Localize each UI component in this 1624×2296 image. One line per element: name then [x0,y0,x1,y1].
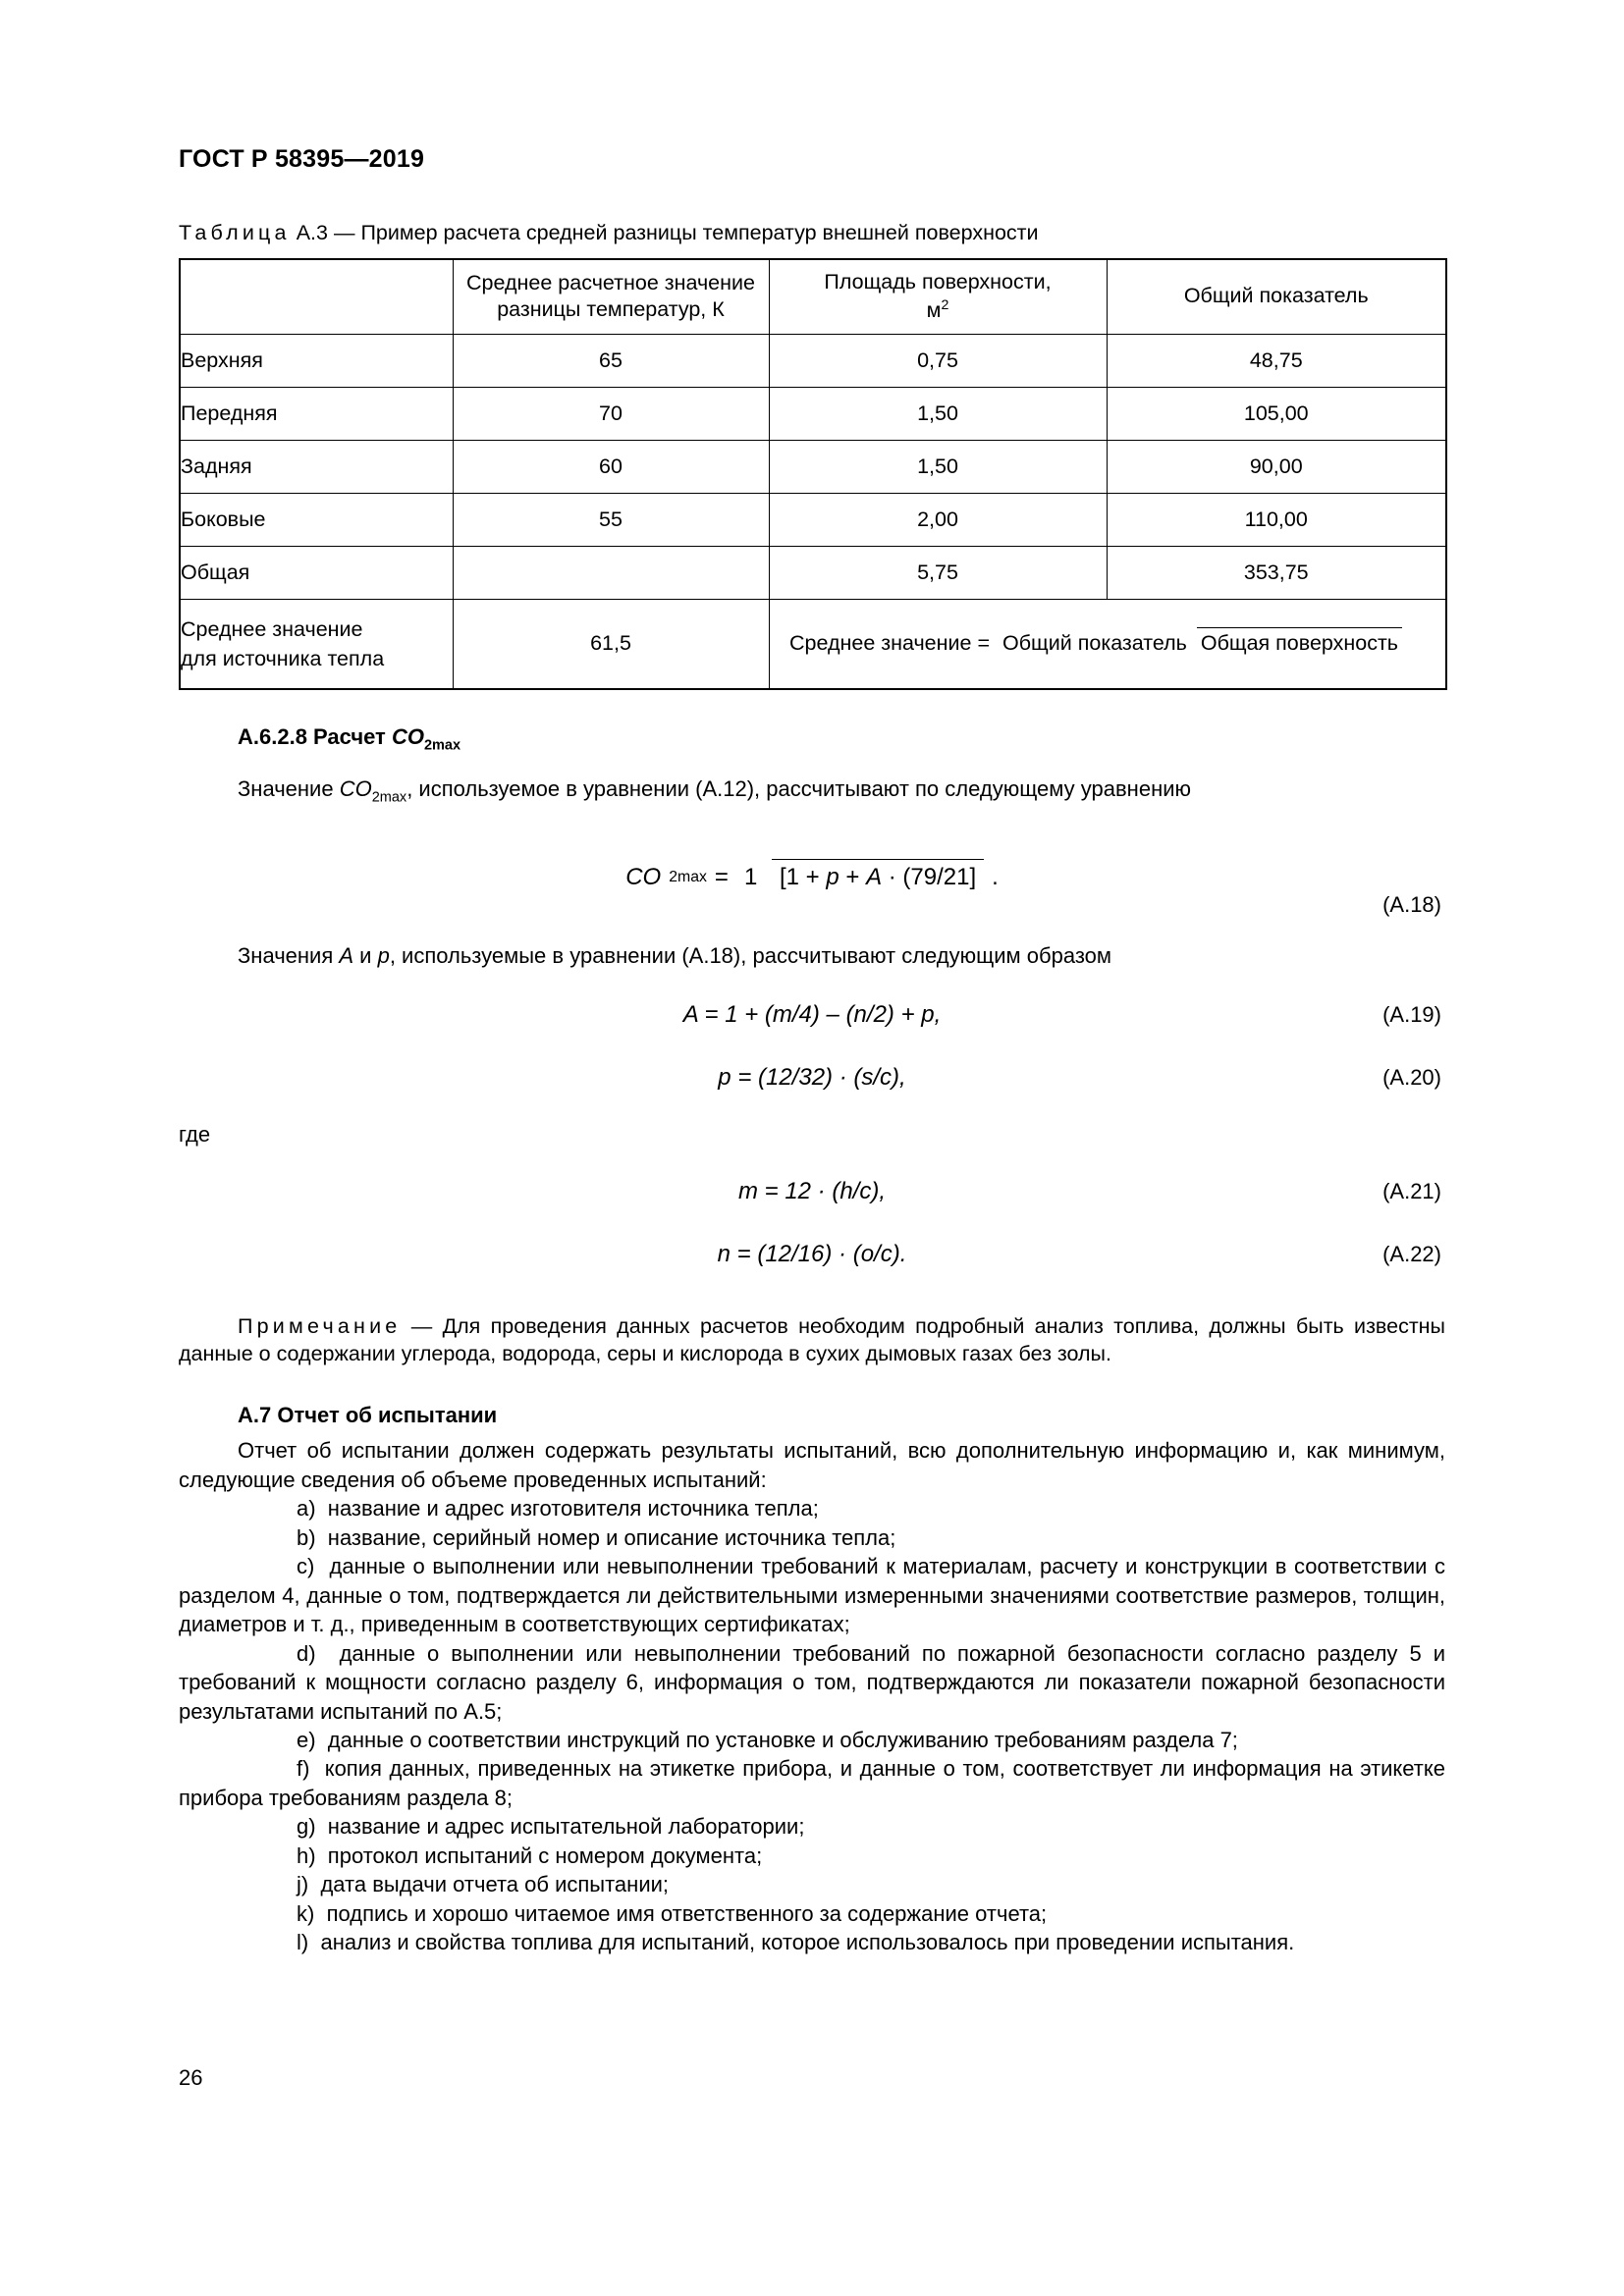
table-caption-text: Пример расчета средней разницы температур внешней поверхности [360,221,1039,244]
equation-a21-row [179,1173,1445,1210]
eq18-numerator: 1 [743,863,758,890]
section-heading-prefix: A.6.2.8 Расчет [238,724,392,749]
intro-text-part1: Значение [238,776,340,802]
row-delta-t-0: 65 [453,334,769,387]
row-label-4: Общая [180,546,453,599]
equation-a19-row [179,996,1445,1034]
table-a3 [179,258,1447,690]
equation-a18-row [179,835,1445,920]
row-label-2: Задняя [180,440,453,493]
list-item-text: протокол испытаний с номером документа; [327,1842,763,1868]
list-item-text: название и адрес испытательной лаборатории; [327,1814,805,1840]
header-area-exponent: 2 [941,296,949,313]
equation-a20: p = (12/32) · (s/c), [718,1063,906,1091]
eq18-equals: = [714,864,729,891]
eq18-den-p1: [1 + [779,863,827,890]
note-label: Примечание [238,1313,402,1338]
equation-a18 [625,864,999,892]
equation-number-a18: (A.18) [1382,892,1441,918]
row-label-3: Боковые [180,493,453,546]
list-item [179,1726,1445,1754]
paragraph-values-a-p [179,941,1445,970]
table-caption-number: А.3 [296,221,328,244]
equation-number-a22: (A.22) [1382,1241,1441,1266]
report-requirements-list [179,1494,1445,1957]
list-item [179,1523,1445,1552]
intro-variable: CO [339,776,372,802]
list-item-marker: a) [297,1496,316,1522]
list-item-text: копия данных, приведенных на этикетке прибора, и данные о том, соответствует ли информация на этикетке прибора требованиям раздела 8; [179,1756,1445,1810]
mid-text-part2: и [353,943,378,969]
row-label-0: Верхняя [180,334,453,387]
equation-a22: n = (12/16) · (o/c). [717,1240,907,1267]
intro-subscript: 2max [371,789,407,806]
list-item [179,1494,1445,1522]
page-number: 26 [179,2065,203,2090]
list-item-text: данные о соответствии инструкций по установке и обслуживанию требованиям раздела 7; [327,1727,1238,1752]
header-area-unit: м [926,297,942,322]
row-total-2: 90,00 [1107,440,1446,493]
list-item-marker: j) [297,1872,309,1897]
row-area-4: 5,75 [769,546,1107,599]
note-dash: — [410,1313,433,1338]
row-delta-t-3: 55 [453,493,769,546]
mid-text-var-a: A [339,943,354,969]
section-heading-variable: CO [391,724,424,749]
row-delta-t-2: 60 [453,440,769,493]
row-label-1: Передняя [180,387,453,440]
summary-fraction-denominator: Общая поверхность [1197,627,1402,655]
paragraph-intro-co2max [179,774,1445,808]
eq18-lhs-variable: CO [625,864,662,891]
equation-a22-row [179,1236,1445,1273]
intro-text-part2: , используемое в уравнении (А.12), рассчитывают по следующему уравнению [406,776,1192,802]
note-paragraph [179,1312,1445,1369]
list-item [179,1842,1445,1870]
header-cell-blank [180,259,453,334]
equation-a21: m = 12 · (h/c), [737,1177,887,1204]
mid-text-var-p: p [377,943,390,969]
list-item-marker: h) [297,1842,316,1868]
list-item-text: дата выдачи отчета об испытании; [320,1872,670,1897]
where-label: где [179,1121,211,1147]
list-item-marker: e) [297,1727,316,1752]
header-delta-t-line2: разницы температур, К [497,297,725,322]
eq18-den-v2: A [866,863,883,890]
list-item-text: данные о выполнении или невыполнении требований к материалам, расчету и конструкции в соответствии с разделом 4, данные о том, подтверждается ли действительными измеренными значениями соответствие размеров, толщин, диаметров и т. д., приведенным в соответствующих сертификатах; [179,1554,1445,1637]
header-cell-delta-t [453,259,769,334]
header-area-line1: Площадь поверхности, [824,270,1052,294]
table-caption-label: Таблица [179,221,291,244]
eq18-trailing-punct: . [992,864,999,891]
table-summary-row [180,599,1446,689]
header-cell-total: Общий показатель [1107,259,1446,334]
list-item-marker: f) [297,1756,310,1782]
summary-label [180,599,453,689]
eq18-den-p2: + [839,863,867,890]
row-area-1: 1,50 [769,387,1107,440]
list-item [179,1899,1445,1928]
equation-a19: A = 1 + (m/4) – (n/2) + p, [682,1000,942,1028]
equation-a20-row [179,1059,1445,1096]
list-item-text: данные о выполнении или невыполнении требований по пожарной безопасности согласно разделу 5 и требований к мощности согласно разделу 6, информация о том, подтверждаются ли показатели пожарной безопасности результатами испытаний по А.5; [179,1640,1445,1724]
list-item-marker: l) [297,1930,309,1955]
table-row [180,387,1446,440]
list-item [179,1754,1445,1812]
paragraph-a7-intro: Отчет об испытании должен содержать результаты испытаний, всю дополнительную информацию и, как минимум, следующие сведения об объеме проведенных испытаний: [179,1438,1445,1492]
row-total-0: 48,75 [1107,334,1446,387]
mid-text-part1: Значения [238,943,340,969]
summary-formula-lhs: Среднее значение = [788,631,991,656]
list-item-marker: k) [297,1900,315,1926]
table-row [180,440,1446,493]
list-item [179,1928,1445,1956]
eq18-denominator [772,859,984,890]
running-head: ГОСТ Р 58395—2019 [179,145,425,173]
row-area-0: 0,75 [769,334,1107,387]
page-content [179,221,1445,1957]
equation-number-a20: (A.20) [1382,1064,1441,1090]
row-area-3: 2,00 [769,493,1107,546]
equation-number-a21: (A.21) [1382,1178,1441,1203]
list-item-text: подпись и хорошо читаемое имя ответственного за содержание отчета; [326,1900,1048,1926]
note-text: Для проведения данных расчетов необходим подробный анализ топлива, должны быть известны данные о содержании углерода, водорода, серы и кислорода в сухих дымовых газах без золы. [179,1313,1445,1366]
table-caption [179,221,1445,245]
header-delta-t-line1: Среднее расчетное значение [466,270,755,294]
summary-formula-cell [769,599,1446,689]
list-item [179,1870,1445,1898]
list-item-text: анализ и свойства топлива для испытаний, которое использовалось при проведении испытания. [320,1930,1295,1955]
equation-number-a19: (A.19) [1382,1001,1441,1027]
list-item-marker: g) [297,1814,316,1840]
section-heading-a628 [238,724,1445,753]
table-header-row [180,259,1446,334]
list-item-text: название, серийный номер и описание источника тепла; [327,1524,896,1550]
eq18-fraction [736,864,984,892]
eq18-lhs-subscript: 2max [669,869,707,886]
row-delta-t-4 [453,546,769,599]
row-area-2: 1,50 [769,440,1107,493]
row-delta-t-1: 70 [453,387,769,440]
table-caption-dash: — [333,221,355,244]
list-item-marker: d) [297,1640,316,1666]
row-total-3: 110,00 [1107,493,1446,546]
table-row [180,493,1446,546]
list-item-marker: c) [297,1554,315,1579]
header-cell-area [769,259,1107,334]
list-item-text: название и адрес изготовителя источника тепла; [327,1496,819,1522]
eq18-den-p3: · (79/21] [882,863,977,890]
eq18-den-v1: p [826,863,839,890]
summary-label-line2: для источника тепла [181,646,385,670]
table-row [180,546,1446,599]
list-item-marker: b) [297,1524,316,1550]
section-heading-subscript: 2max [423,737,461,754]
list-item [179,1552,1445,1638]
mid-text-part3: , используемые в уравнении (А.18), рассчитывают следующим образом [389,943,1112,969]
row-total-4: 353,75 [1107,546,1446,599]
list-item [179,1812,1445,1841]
summary-label-line1: Среднее значение [181,616,363,641]
summary-fraction [999,630,1402,657]
table-row [180,334,1446,387]
list-item [179,1639,1445,1726]
row-total-1: 105,00 [1107,387,1446,440]
section-heading-a7: A.7 Отчет об испытании [238,1403,498,1428]
summary-value: 61,5 [453,599,769,689]
summary-fraction-numerator: Общий показатель [1002,631,1187,656]
